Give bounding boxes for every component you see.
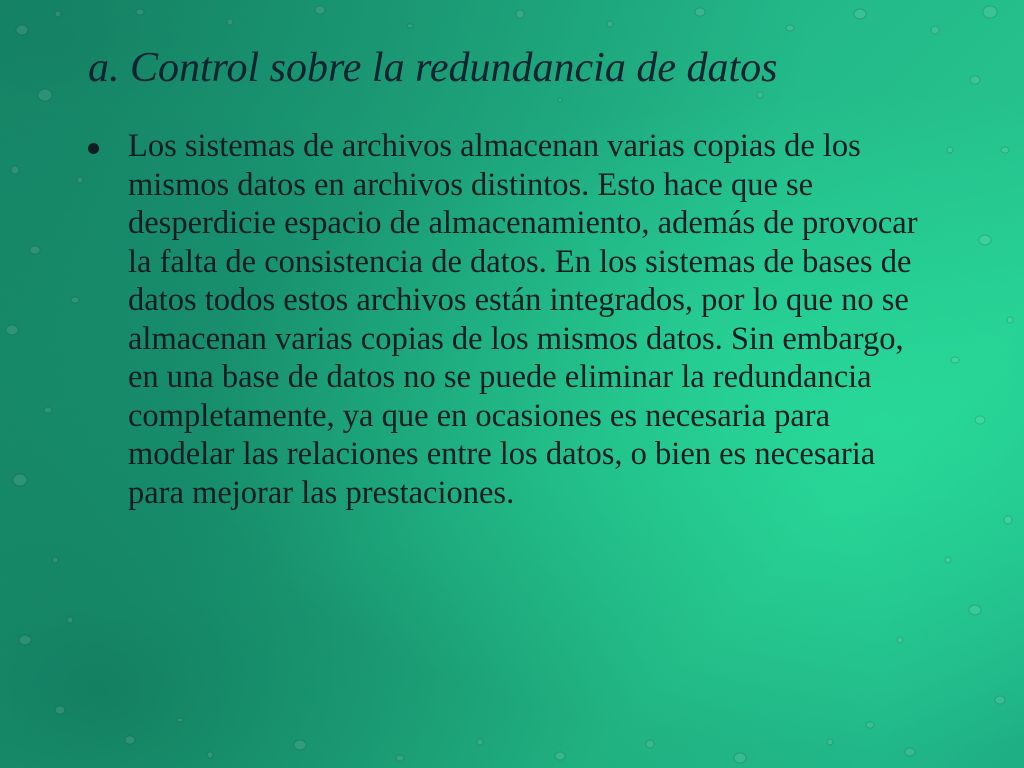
bullet-dot-icon [88, 143, 99, 154]
bullet-list [86, 127, 946, 512]
bullet-text: Los sistemas de archivos almacenan varias copias de los mismos datos en archivos distintos. Esto hace que se desperdicie espacio de almacenamiento, además de provocar la falta de consistencia de datos. En los sistemas de bases de datos todos estos archivos están integrados, por lo que no se almacenan varias copias de los mismos datos. Sin embargo, en una base de datos no se puede eliminar la redundancia completamente, ya que en ocasiones es necesaria para modelar las relaciones entre los datos, o bien es necesaria para mejorar las prestaciones. [128, 128, 918, 511]
slide-title: a. Control sobre la redundancia de datos [88, 45, 778, 91]
bullet-item [86, 127, 946, 512]
